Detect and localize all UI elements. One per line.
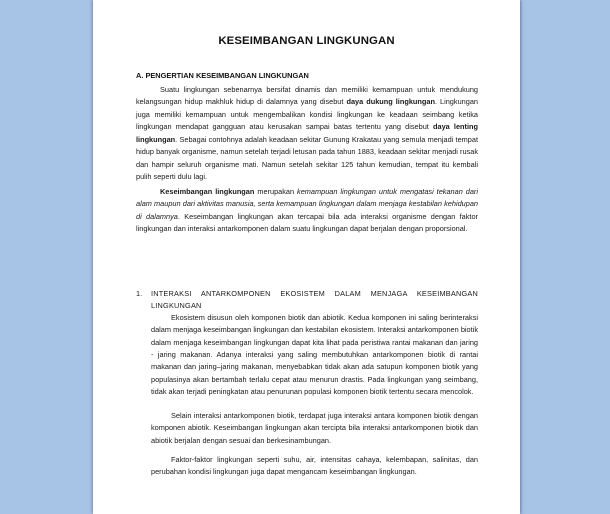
bold-term-keseimbangan: Keseimbangan lingkungan bbox=[160, 187, 255, 196]
text-run: merupakan bbox=[254, 187, 298, 196]
section-1-paragraph-3: Faktor-faktor lingkungan seperti suhu, air, intensitas cahaya, kelembapan, salinitas, dan perubahan kondisi lingkungan juga dapat mengancam keseimbangan lingkungan. bbox=[151, 455, 478, 477]
list-number: 1. bbox=[136, 289, 143, 298]
section-a-paragraph-1 bbox=[136, 84, 478, 184]
text-run: . Lingkungan juga memiliki kemampuan untuk mengembalikan kondisi lingkungan ke keadaan seimbang ketika lingkungan mendapat gangguan atau kerusakan sampai batas tertentu yang disebut bbox=[136, 97, 478, 132]
section-a-paragraph-2 bbox=[136, 186, 478, 236]
bold-term-daya-lenting: daya lenting lingkungan bbox=[136, 122, 478, 144]
bold-term-daya-dukung: daya dukung lingkungan bbox=[346, 97, 435, 107]
section-1-paragraph-2: Selain interaksi antarkomponen biotik, terdapat juga interaksi antara komponen biotik dengan komponen abiotik. Keseimbangan lingkungan akan tercipta bila interaksi antarkomponen biotik dan abiotik berjalan dengan sesuai dan berkesinambungan. bbox=[151, 411, 478, 445]
document-title: KESEIMBANGAN LINGKUNGAN bbox=[218, 35, 395, 47]
section-1-heading-text: INTERAKSI ANTARKOMPONEN EKOSISTEM DALAM MENJAGA KESEIMBANGAN LINGKUNGAN bbox=[151, 289, 478, 311]
text-run: Suatu lingkungan sebenarnya bersifat dinamis dan memiliki kemampuan untuk mendukung kelangsungan hidup makhluk hidup di dalamnya yang disebut bbox=[136, 85, 478, 107]
section-1-paragraph-1: Ekosistem disusun oleh komponen biotik dan abiotik. Kedua komponen ini saling berinteraksi dalam menjaga keseimbangan lingkungan dan kestabilan ekosistem. Interaksi antarkomponen biotik dalam menjaga keseimbangan lingkungan dapat kita lihat pada peristiwa rantai makanan dan jaring - jaring makanan. Adanya interaksi yang saling membutuhkan antarkomponen biotik di rantai makanan dan jaring–jaring makanan, menyebabkan tidak akan ada satupun komponen biotik yang populasinya akan bertambah terlalu cepat atau menurun drastis. Pada lingkungan yang seimbang, tidak akan terjadi peningkatan atau penurunan populasi komponen biotik tertentu secara mencolok. bbox=[151, 313, 478, 397]
section-a-heading: A. PENGERTIAN KESEIMBANGAN LINGKUNGAN bbox=[136, 71, 309, 80]
document-page bbox=[93, 0, 520, 514]
text-run: . Keseimbangan lingkungan akan tercapai bila ada interaksi organisme dengan faktor lingkungan dan interaksi antarkomponen dalam suatu lingkungan dapat berjalan dengan proporsional. bbox=[136, 211, 478, 234]
section-1-heading bbox=[136, 288, 478, 313]
text-run: . Sebagai contohnya adalah keadaan sekitar Gunung Krakatau yang semula menjadi tempat hidup banyak organisme, namun setelah terjadi letusan pada tahun 1883, keadaan sekitar menjadi rusak dan hampir seluruh organisme mati. Namun setelah sekitar 125 tahun kemudian, tempat itu kembali pulih seperti dulu lagi. bbox=[136, 134, 478, 182]
italic-definition: kemampuan lingkungan untuk mengatasi tekanan dari alam maupun dari aktivitas manusia, serta kemampuan lingkungan dalam menjaga kestabilan kehidupan di dalamnya bbox=[136, 187, 479, 221]
